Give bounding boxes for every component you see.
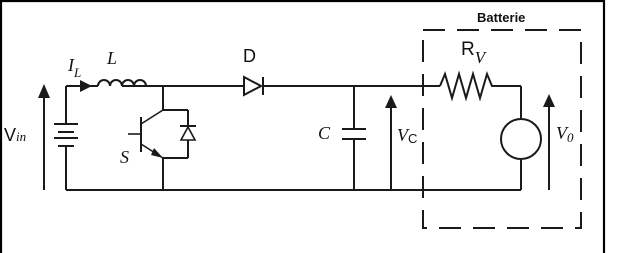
capacitor-label: C: [318, 123, 331, 143]
v0-arrow: [543, 94, 555, 190]
battery-label: Batterie: [477, 10, 526, 25]
resistor-symbol: [440, 74, 521, 98]
resistor-label: RV: [461, 39, 486, 67]
vc-arrow: [385, 95, 397, 190]
dc-source-symbol: [54, 124, 78, 146]
il-arrow-head: [80, 80, 92, 92]
vin-arrow: [38, 84, 50, 190]
diode-label: D: [243, 46, 256, 66]
v0-source-symbol: [501, 119, 541, 159]
vc-label: VC: [397, 125, 418, 146]
freewheel-diode-symbol: [163, 110, 196, 158]
igbt-symbol: [128, 110, 163, 158]
v0-label: V0: [556, 123, 574, 145]
diode-symbol: [244, 77, 263, 95]
outer-frame: [1, 1, 604, 253]
capacitor-symbol: [342, 86, 366, 190]
vin-label: Vin: [4, 125, 27, 145]
switch-label: S: [120, 147, 129, 167]
il-label: $I_L$: [68, 55, 82, 80]
inductor-label: L: [107, 48, 118, 68]
